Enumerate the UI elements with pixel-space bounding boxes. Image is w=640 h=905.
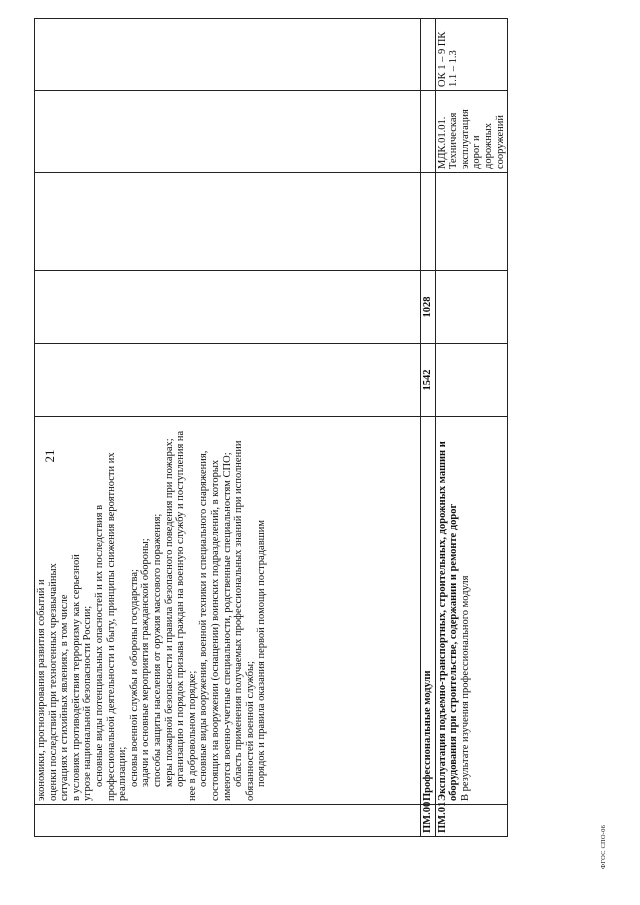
table-row-pm01: [435, 19, 508, 837]
description-paragraph: способы защиты населения от оружия массового поражения;: [151, 513, 163, 787]
max-hours-cell-empty: [35, 344, 421, 417]
table-row-continued: [35, 19, 421, 837]
mandatory-hours-cell-empty: [35, 271, 421, 344]
description-line: в условиях противодействия терроризму как серьезной: [70, 554, 82, 801]
module-code: ПМ.01: [435, 805, 508, 837]
description-paragraph: основы военной службы и обороны государства;: [128, 569, 140, 787]
footer-code: ФГОС СПО-06: [600, 824, 607, 869]
index-cell-empty: [421, 173, 436, 271]
index-cell-empty: [35, 173, 421, 271]
module-description-cell: [435, 417, 508, 805]
discipline-cell-empty: [421, 91, 436, 173]
description-line: угрозе национальной безопасности России;: [82, 605, 94, 801]
module-title: Эксплуатация подъемно-транспортных, строительных, дорожных машин и оборудования при строительстве, содержании и ремонте дорог: [436, 441, 460, 801]
description-paragraph: основные виды потенциальных опасностей и их последствия в профессиональной деятельности и быту, принципы снижения вероятности их реализации;: [93, 452, 129, 801]
module-title: Профессиональные модули: [421, 417, 436, 805]
max-hours: 1542: [421, 344, 436, 417]
description-line: экономики, прогнозирования развития событий и: [36, 579, 47, 801]
mandatory-hours-cell-empty: [435, 271, 508, 344]
page-number: 21: [42, 449, 57, 463]
table-row-pm00: [421, 19, 436, 837]
competency-cell-empty: [35, 19, 421, 91]
code-cell-empty: [35, 805, 421, 837]
description-line: ситуациях и стихийных явлениях, в том числе: [59, 594, 71, 801]
competency-codes: ОК 1 – 9 ПК 1.1 – 1.3: [435, 19, 508, 91]
mandatory-hours: 1028: [421, 271, 436, 344]
description-paragraph: организацию и порядок призыва граждан на военную службу и поступления на нее в добровольном порядке;: [175, 430, 198, 801]
max-hours-cell-empty: [435, 344, 508, 417]
competency-cell-empty: [421, 19, 436, 91]
index-cell-empty: [435, 173, 508, 271]
curriculum-table: [34, 18, 508, 837]
description-paragraph: меры пожарной безопасности и правила безопасного поведения при пожарах;: [163, 438, 175, 787]
description-paragraph: порядок и правила оказания первой помощи пострадавшим: [256, 519, 268, 787]
description-paragraph: область применения получаемых профессиональных знаний при исполнении обязанностей военной службы;: [233, 440, 256, 801]
discipline-name: МДК.01.01. Техническая эксплуатация дорог и дорожных сооружений: [435, 91, 508, 173]
description-paragraph: основные виды вооружения, военной техники и специального снаряжения, состоящих на вооружении (оснащении) воинских подразделений, в которых имеются военно-учетные специальности, родственные специальностям СПО;: [198, 450, 233, 801]
module-subtitle: В результате изучения профессионального модуля: [459, 575, 471, 801]
knowledge-description-cell: [35, 417, 421, 805]
description-line: оценки последствий при техногенных чрезвычайных: [47, 563, 59, 801]
discipline-cell-empty: [35, 91, 421, 173]
module-code: ПМ.00: [421, 805, 436, 837]
description-paragraph: задачи и основные мероприятия гражданской обороны;: [140, 538, 152, 787]
